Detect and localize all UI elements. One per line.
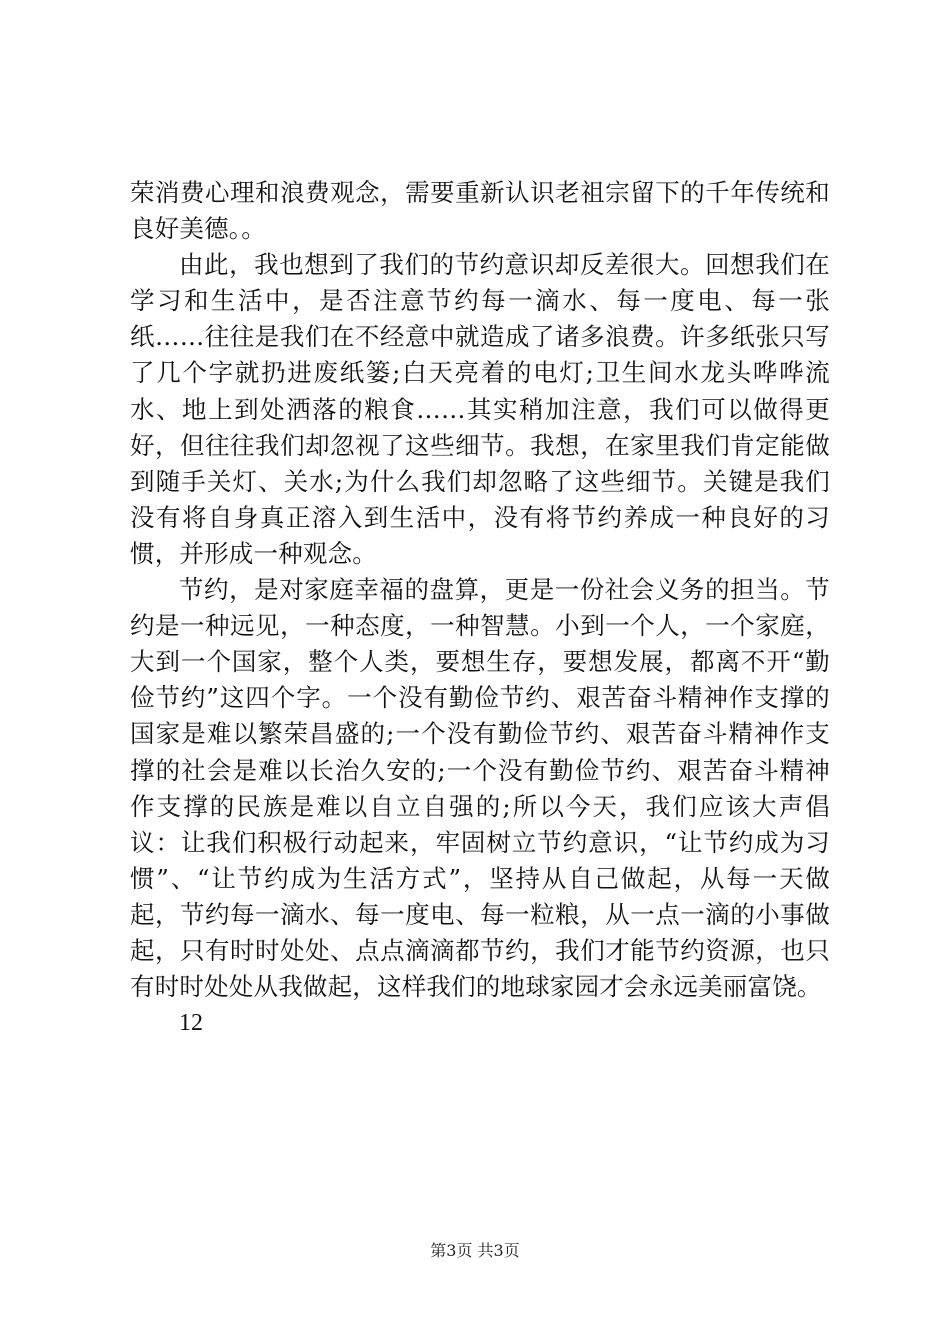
paragraph-1: 荣消费心理和浪费观念，需要重新认识老祖宗留下的千年传统和良好美德。。 xyxy=(130,178,830,244)
paragraph-2: 由此，我也想到了我们的节约意识却反差很大。回想我们在学习和生活中，是否注意节约每一滴水、每一度电、每一张纸……往往是我们在不经意中就造成了诸多浪费。许多纸张只写了几个字就扔进废纸篓;白天亮着的电灯;卫生间水龙头哗哗流水、地上到处洒落的粮食……其实稍加注意，我们可以做得更好，但往往我们却忽视了这些细节。我想，在家里我们肯定能做到随手关灯、关水;为什么我们却忽略了这些细节。关键是我们没有将自身真正溶入到生活中，没有将节约养成一种良好的习惯，并形成一种观念。 xyxy=(130,250,830,568)
paragraph-3: 节约，是对家庭幸福的盘算，更是一份社会义务的担当。节约是一种远见，一种态度，一种智慧。小到一个人，一个家庭，大到一个国家，整个人类，要想生存，要想发展，都离不开“勤俭节约”这四个字。一个没有勤俭节约、艰苦奋斗精神作支撑的国家是难以繁荣昌盛的;一个没有勤俭节约、艰苦奋斗精神作支撑的社会是难以长治久安的;一个没有勤俭节约、艰苦奋斗精神作支撑的民族是难以自立自强的;所以今天，我们应该大声倡议：让我们积极行动起来，牢固树立节约意识，“让节约成为习惯”、“让节约成为生活方式”，坚持从自己做起，从每一天做起，节约每一滴水、每一度电、每一粒粮，从一点一滴的小事做起，只有时时处处、点点滴滴都节约，我们才能节约资源，也只有时时处处从我做起，这样我们的地球家园才会永远美丽富饶。 xyxy=(130,575,830,1002)
page-footer: 第3页 共3页 xyxy=(430,1241,520,1260)
document-body xyxy=(130,175,830,1041)
trailing-number: 12 xyxy=(179,1010,203,1037)
